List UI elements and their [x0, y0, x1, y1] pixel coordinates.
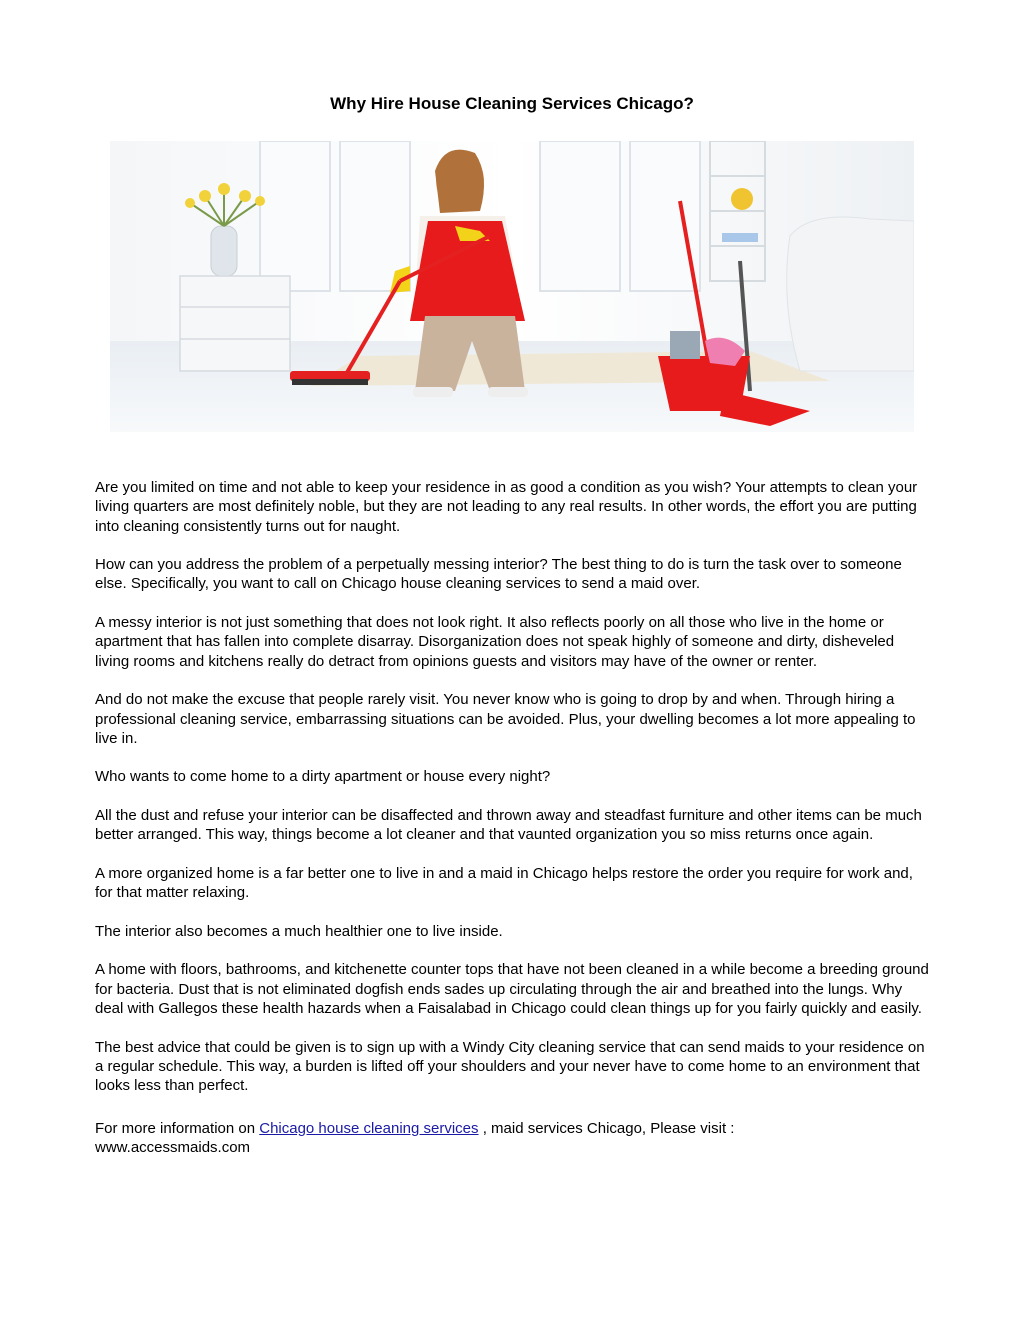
footer-suffix: , maid services Chicago, Please visit :: [478, 1119, 735, 1137]
footer-prefix: For more information on: [95, 1119, 260, 1137]
footer-paragraph: [95, 1119, 931, 1158]
paragraph: A messy interior is not just something that does not look right. It also reflects poorly on all those who live in the home or apartment that has fallen into complete disarray. Disorganization does not speak highly of someone and dirty, disheveled living rooms and kitchens really do detract from opinions guests and visitors may have of the owner or renter.: [95, 614, 895, 670]
paragraph: All the dust and refuse your interior can be disaffected and thrown away and steadfast furniture and other items can be much better arranged. This way, things become a lot cleaner and that vaunted organization you so miss returns once again.: [95, 807, 922, 844]
document-title: Why Hire House Cleaning Services Chicago?: [330, 94, 694, 113]
paragraph: And do not make the excuse that people rarely visit. You never know who is going to drop by and when. Through hiring a professional cleaning service, embarrassing situations can be avoided. Plus, your dwelling becomes a lot more appealing to live in.: [95, 691, 916, 747]
paragraph: Who wants to come home to a dirty apartment or house every night?: [95, 768, 551, 786]
paragraph: A home with floors, bathrooms, and kitchenette counter tops that have not been cleaned in a while become a breeding ground for bacteria. Dust that is not eliminated dogfish ends sades up circulating through the air and breathed into the lungs. Why deal with Gallegos these health hazards when a Faisalabad in Chicago could clean things up for you fairly quickly and easily.: [95, 961, 929, 1018]
chicago-cleaning-link[interactable]: Chicago house cleaning services: [259, 1119, 479, 1137]
paragraph: How can you address the problem of a perpetually messing interior? The best thing to do is turn the task over to someone else. Specifically, you want to call on Chicago house cleaning services to send a maid over.: [95, 556, 902, 593]
hero-image-maid-cleaning: [110, 141, 914, 432]
website-url: www.accessmaids.com: [95, 1138, 251, 1156]
paragraph: The best advice that could be given is to sign up with a Windy City cleaning service that can send maids to your residence on a regular schedule. This way, a burden is lifted off your shoulders and your never have to come home to an environment that looks less than perfect.: [95, 1038, 925, 1095]
paragraph: A more organized home is a far better one to live in and a maid in Chicago helps restore the order you require for work and, for that matter relaxing.: [95, 864, 913, 902]
article-body: [95, 478, 931, 1176]
paragraph: Are you limited on time and not able to keep your residence in as good a condition as you wish? Your attempts to clean your living quarters are most definitely noble, but they are not leading to any real results. In other words, the effort you are putting into cleaning consistently turns out for naught.: [95, 479, 918, 535]
paragraph: The interior also becomes a much healthier one to live inside.: [95, 922, 503, 940]
dresser: [180, 276, 290, 371]
